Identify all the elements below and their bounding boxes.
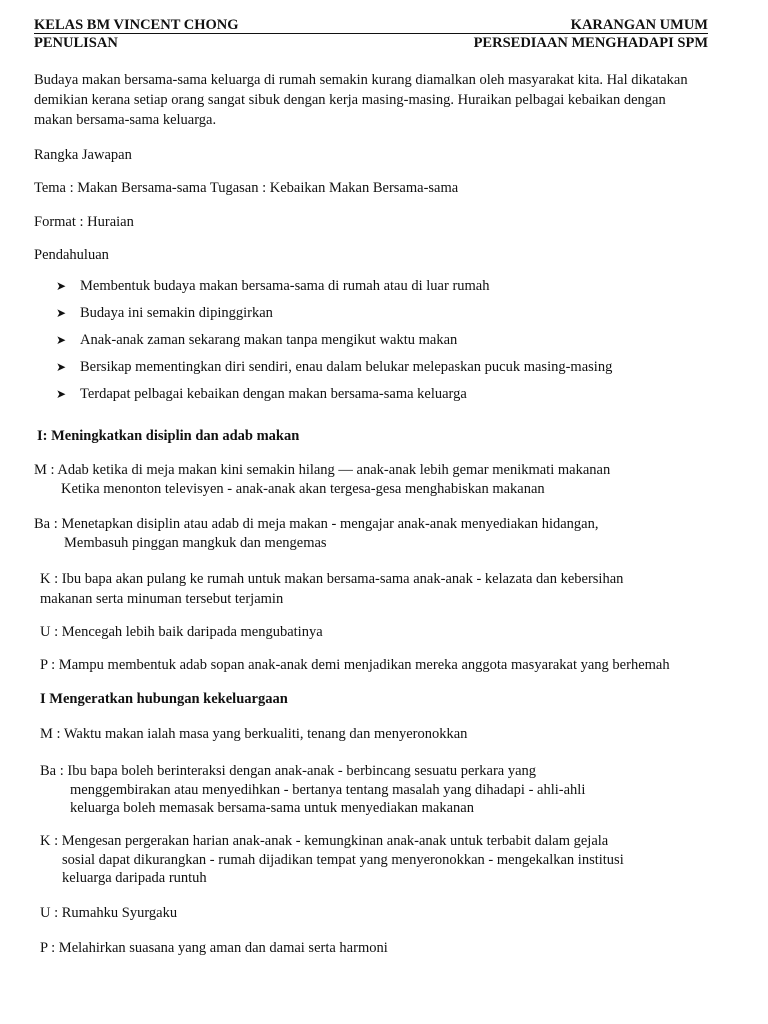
list-item: [56, 384, 612, 411]
bullet-text: Membentuk budaya makan bersama-sama di rumah atau di luar rumah: [80, 278, 490, 294]
header-row-bottom: [34, 35, 708, 51]
arrow-bullet-icon: ➤: [56, 360, 67, 374]
entry-line: M : Adab ketika di meja makan kini semakin hilang — anak-anak lebih gemar menikmati makanan: [34, 462, 611, 478]
arrow-bullet-icon: ➤: [56, 333, 67, 347]
arrow-bullet-icon: ➤: [56, 306, 67, 320]
bullet-text: Terdapat pelbagai kebaikan dengan makan bersama-sama keluarga: [80, 386, 467, 402]
entry-line: menggembirakan atau menyedihkan - bertanya tentang masalah yang dihadapi - ahli-ahli: [70, 781, 586, 798]
question-line: demikian kerana setiap orang sangat sibuk dengan kerja masing-masing. Huraikan pelbagai kebaikan dengan: [34, 92, 666, 108]
outline-theme: Tema : Makan Bersama-sama Tugasan : Kebaikan Makan Bersama-sama: [34, 180, 459, 196]
header-class-name: KELAS BM VINCENT CHONG: [34, 17, 239, 33]
arrow-bullet-icon: ➤: [56, 279, 67, 293]
entry-line: Ketika menonton televisyen - anak-anak akan tergesa-gesa menghabiskan makanan: [61, 480, 545, 497]
entry-line: K : Mengesan pergerakan harian anak-anak - kemungkinan anak-anak untuk terbabit dalam gejala: [40, 833, 609, 849]
bullet-text: Budaya ini semakin dipinggirkan: [80, 305, 273, 321]
entry-line: keluarga boleh memasak bersama-sama untuk menyediakan makanan: [70, 800, 474, 816]
header-subject: PENULISAN: [34, 35, 118, 51]
section-entry: [40, 832, 624, 888]
intro-bullet-list: [56, 276, 612, 411]
entry-line: K : Ibu bapa akan pulang ke rumah untuk makan bersama-sama anak-anak - kelazata dan kebersihan: [40, 571, 624, 587]
entry-line: P : Melahirkan suasana yang aman dan damai serta harmoni: [40, 940, 388, 956]
header-rule: [34, 33, 708, 34]
bullet-text: Anak-anak zaman sekarang makan tanpa mengikut waktu makan: [80, 332, 458, 348]
arrow-bullet-icon: ➤: [56, 387, 67, 401]
list-item: [56, 276, 612, 303]
entry-line: Ba : Menetapkan disiplin atau adab di meja makan - mengajar anak-anak menyediakan hidangan,: [34, 516, 599, 532]
header-essay-type: KARANGAN UMUM: [570, 17, 708, 33]
question-line: makan bersama-sama keluarga.: [34, 112, 217, 128]
outline-title: Rangka Jawapan: [34, 147, 132, 163]
list-item: [56, 330, 612, 357]
intro-heading: Pendahuluan: [34, 247, 109, 263]
section-entry: [40, 725, 467, 744]
entry-line: Ba : Ibu bapa boleh berinteraksi dengan anak-anak - berbincang sesuatu perkara yang: [40, 763, 537, 779]
entry-line: M : Waktu makan ialah masa yang berkualiti, tenang dan menyeronokkan: [40, 726, 468, 742]
section-entry: [40, 569, 623, 609]
header-row-top: [34, 17, 708, 33]
bullet-text: Bersikap mementingkan diri sendiri, enau dalam belukar melepaskan pucuk masing-masing: [80, 359, 613, 375]
list-item: [56, 357, 612, 384]
entry-line: makanan serta minuman tersebut terjamin: [40, 591, 284, 607]
section-heading: I Mengeratkan hubungan kekeluargaan: [40, 691, 288, 707]
section-entry: [40, 762, 585, 818]
entry-line: keluarga daripada runtuh: [62, 870, 207, 886]
outline-format: Format : Huraian: [34, 214, 134, 230]
section-entry: [34, 461, 610, 498]
section-entry: [34, 515, 598, 552]
question-paragraph: [34, 70, 724, 130]
question-line: Budaya makan bersama-sama keluarga di rumah semakin kurang diamalkan oleh masyarakat kita. Hal dikatakan: [34, 72, 688, 88]
section-entry: [40, 904, 177, 923]
section-entry: [40, 939, 388, 958]
entry-line: Membasuh pinggan mangkuk dan mengemas: [64, 534, 327, 551]
header-preparation: PERSEDIAAN MENGHADAPI SPM: [473, 35, 708, 51]
entry-line: sosial dapat dikurangkan - rumah dijadikan tempat yang menyeronokkan - mengekalkan institusi: [62, 851, 624, 868]
section-entry: [40, 623, 323, 642]
entry-line: U : Rumahku Syurgaku: [40, 905, 178, 921]
list-item: [56, 303, 612, 330]
entry-line: P : Mampu membentuk adab sopan anak-anak demi menjadikan mereka anggota masyarakat yang berhemah: [40, 657, 670, 673]
entry-line: U : Mencegah lebih baik daripada mengubatinya: [40, 624, 323, 640]
section-entry: [40, 656, 670, 675]
section-heading: I: Meningkatkan disiplin dan adab makan: [37, 428, 300, 444]
